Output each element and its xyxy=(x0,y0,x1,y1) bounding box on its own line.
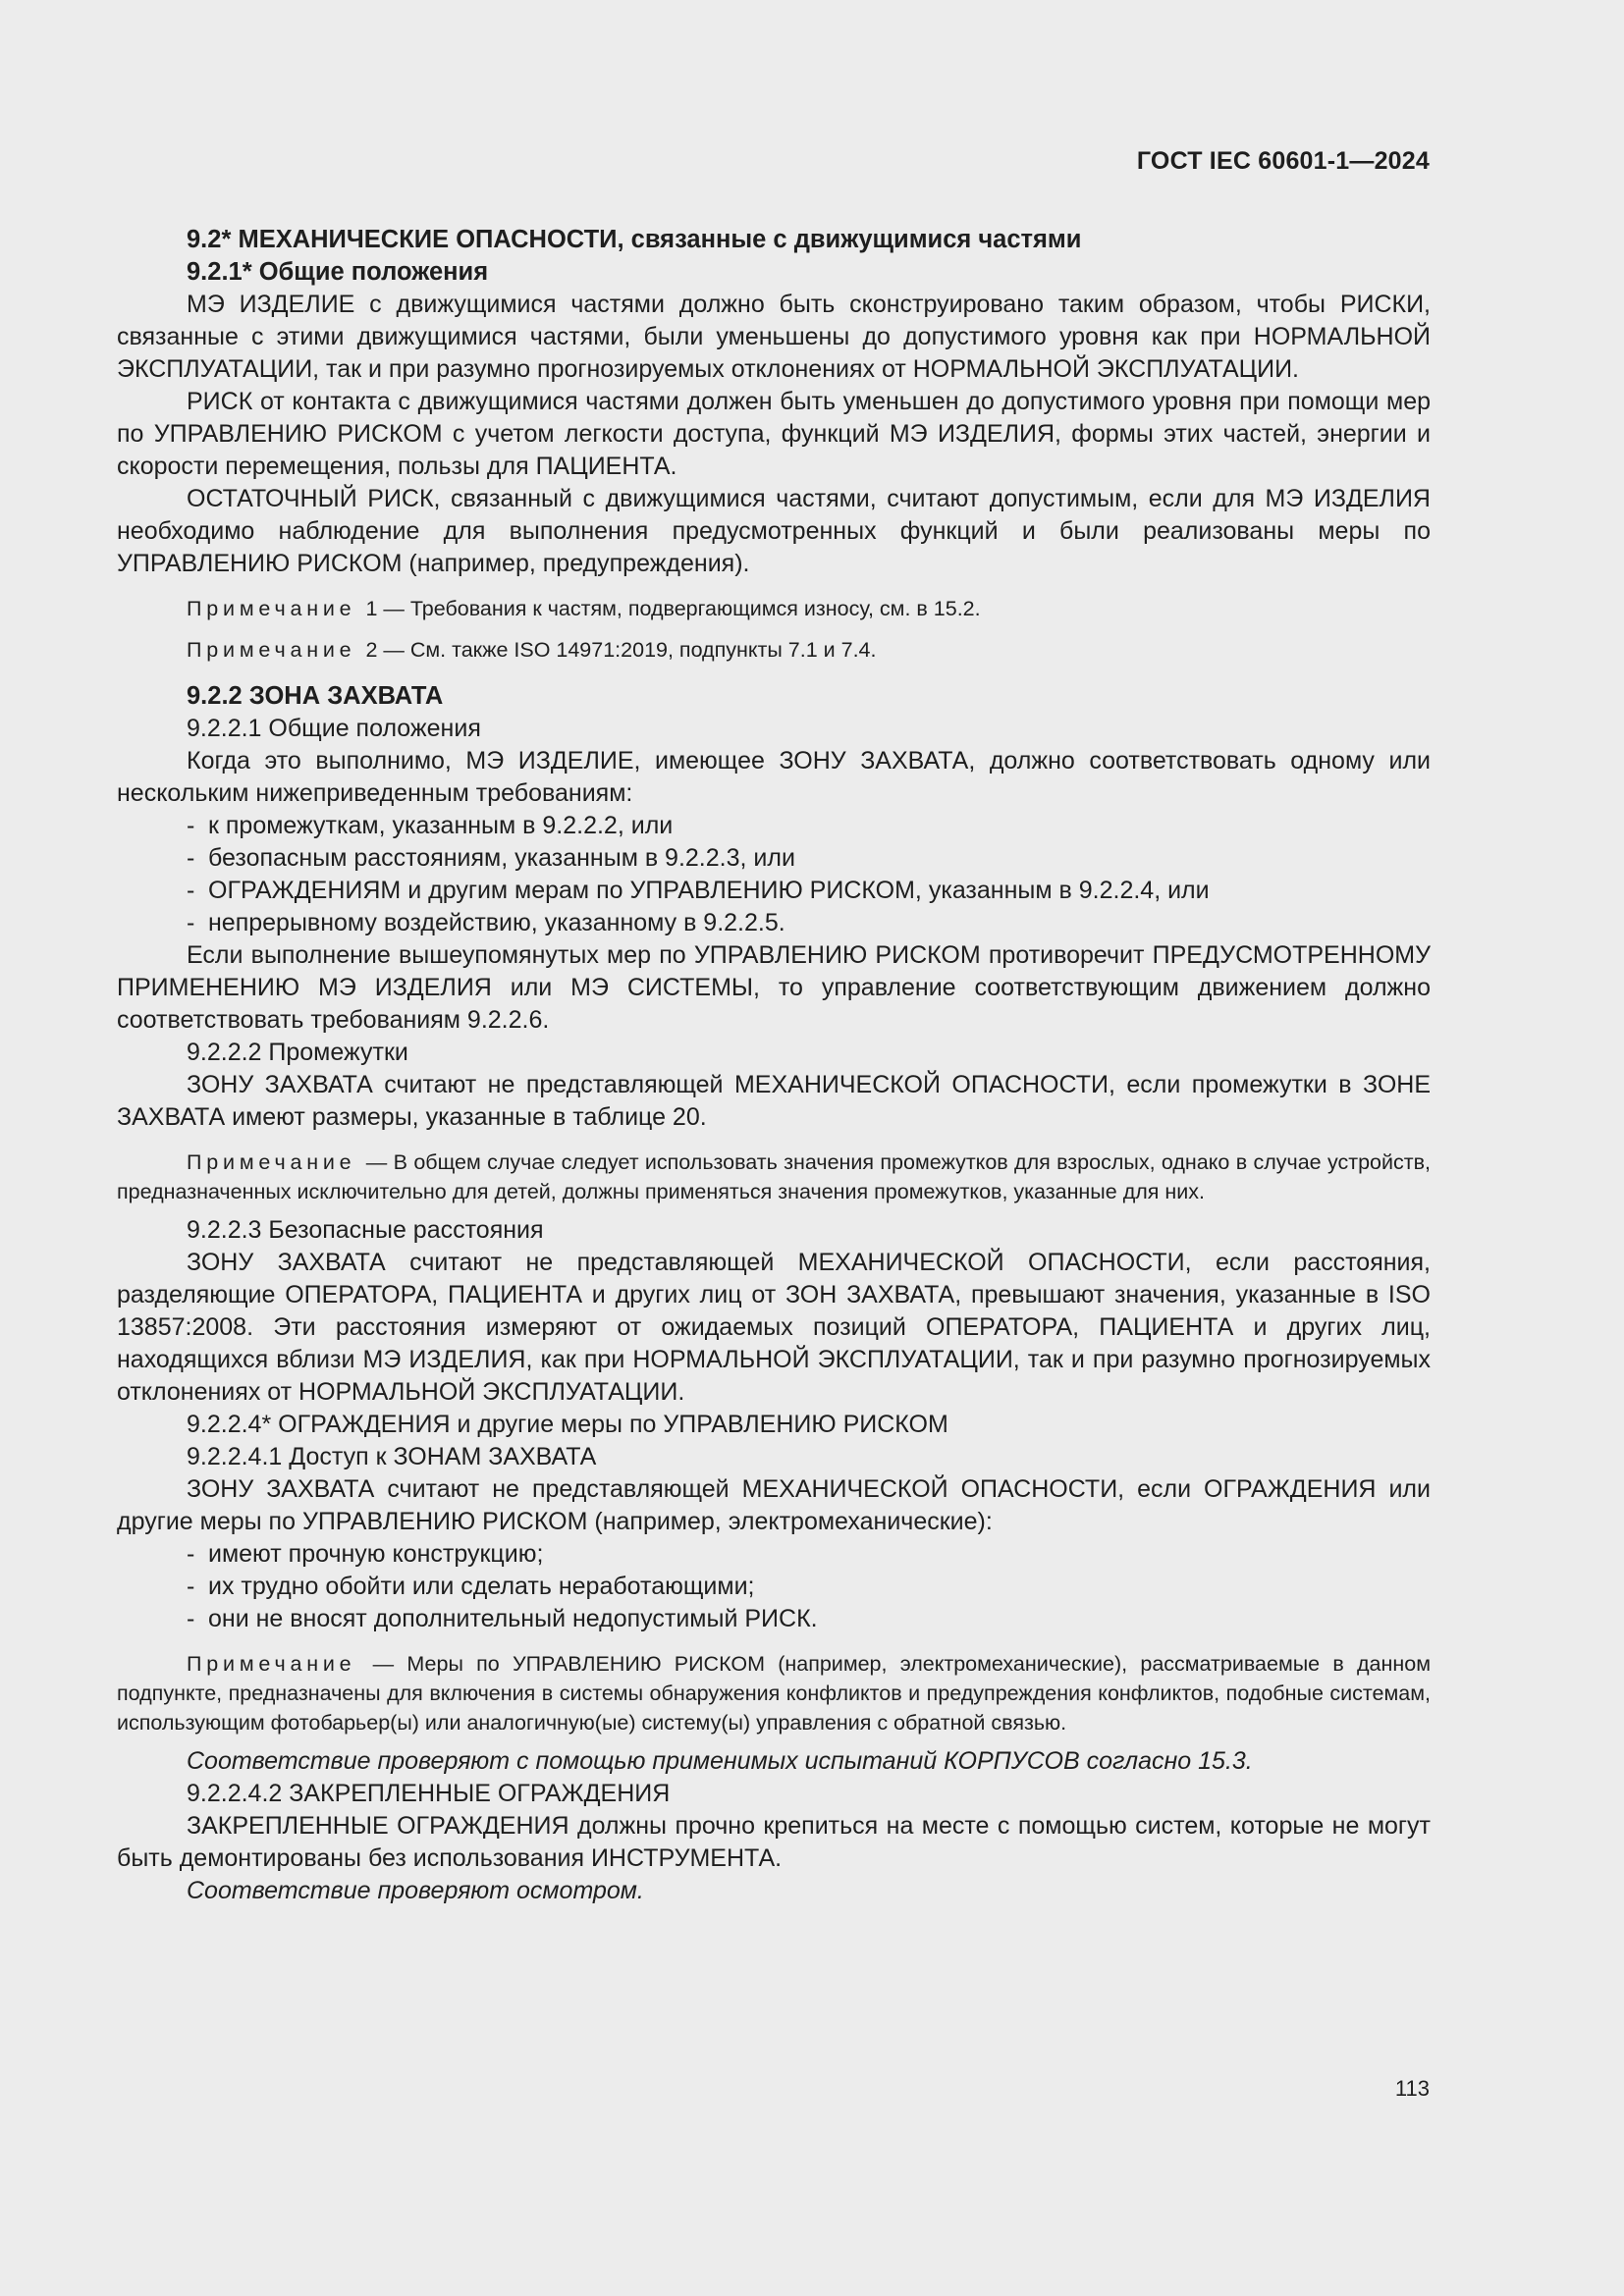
note-text: — В общем случае следует использовать значения промежутков для взрослых, однако в случае устройств, предназначенных исключительно для детей, должны применяться значения промежутков, указанные для них. xyxy=(117,1150,1431,1203)
paragraph: Когда это выполнимо, МЭ ИЗДЕЛИЕ, имеющее ЗОНУ ЗАХВАТА, должно соответствовать одному или нескольким нижеприведенным требованиям: xyxy=(117,747,1431,807)
list-item xyxy=(117,907,1431,939)
list-item-text: непрерывному воздействию, указанному в 9.2.2.5. xyxy=(208,909,785,936)
list-item-text: их трудно обойти или сделать неработающими; xyxy=(208,1573,755,1600)
note-label: Примечание xyxy=(187,638,356,662)
paragraph: ЗАКРЕПЛЕННЫЕ ОГРАЖДЕНИЯ должны прочно крепиться на месте с помощью систем, которые не могут быть демонтированы без использования ИНСТРУМЕНТА. xyxy=(117,1812,1431,1872)
note-label: Примечание xyxy=(187,1150,356,1174)
paragraph: МЭ ИЗДЕЛИЕ с движущимися частями должно быть сконструировано таким образом, чтобы РИСКИ, связанные с этими движущимися частями, были уменьшены до допустимого уровня как при НОРМАЛЬНОЙ ЭКСПЛУАТАЦИИ, так и при разумно прогнозируемых отклонениях от НОРМАЛЬНОЙ ЭКСПЛУАТАЦИИ. xyxy=(117,291,1431,383)
list-item-text: к промежуткам, указанным в 9.2.2.2, или xyxy=(208,812,674,839)
list-item xyxy=(117,810,1431,842)
note-text: — Меры по УПРАВЛЕНИЮ РИСКОМ (например, электромеханические), рассматриваемые в данном подпункте, предназначены для включения в системы обнаружения конфликтов и предупреждения конфликтов, подобные системам, использующим фотобарьер(ы) или аналогичную(ые) систему(ы) управления с обратной связью. xyxy=(117,1652,1431,1735)
subsection-title-9-2-2-2: 9.2.2.2 Промежутки xyxy=(187,1039,408,1066)
page-body xyxy=(117,224,1431,1907)
paragraph: ОСТАТОЧНЫЙ РИСК, связанный с движущимися частями, считают допустимым, если для МЭ ИЗДЕЛИЯ необходимо наблюдение для выполнения предусмотренных функций и были реализованы меры по УПРАВЛЕНИЮ РИСКОМ (например, предупреждения). xyxy=(117,485,1431,577)
note-label: Примечание xyxy=(187,597,356,620)
note-text: 1 — Требования к частям, подвергающимся износу, см. в 15.2. xyxy=(365,597,981,620)
list-dash: - xyxy=(187,1573,195,1600)
list-dash: - xyxy=(187,844,195,872)
note-1 xyxy=(117,594,1431,623)
list-item-text: имеют прочную конструкцию; xyxy=(208,1540,544,1568)
paragraph: ЗОНУ ЗАХВАТА считают не представляющей МЕХАНИЧЕСКОЙ ОПАСНОСТИ, если ОГРАЖДЕНИЯ или другие меры по УПРАВЛЕНИЮ РИСКОМ (например, электромеханические): xyxy=(117,1475,1431,1535)
note-3 xyxy=(117,1148,1431,1206)
paragraph: РИСК от контакта с движущимися частями должен быть уменьшен до допустимого уровня при помощи мер по УПРАВЛЕНИЮ РИСКОМ с учетом легкости доступа, функций МЭ ИЗДЕЛИЯ, формы этих частей, энергии и скорости перемещения, пользы для ПАЦИЕНТА. xyxy=(117,388,1431,480)
subsection-title-9-2-2-4-2: 9.2.2.4.2 ЗАКРЕПЛЕННЫЕ ОГРАЖДЕНИЯ xyxy=(187,1780,671,1807)
list-dash: - xyxy=(187,1605,195,1632)
subsection-title-9-2-2-4: 9.2.2.4* ОГРАЖДЕНИЯ и другие меры по УПРАВЛЕНИЮ РИСКОМ xyxy=(187,1411,948,1438)
page-number: 113 xyxy=(1394,2076,1430,2101)
section-title-9-2-1: 9.2.1* Общие положения xyxy=(187,258,489,286)
note-label: Примечание xyxy=(187,1652,356,1676)
paragraph: ЗОНУ ЗАХВАТА считают не представляющей МЕХАНИЧЕСКОЙ ОПАСНОСТИ, если промежутки в ЗОНЕ ЗАХВАТА имеют размеры, указанные в таблице 20. xyxy=(117,1071,1431,1131)
list-item xyxy=(117,1538,1431,1571)
compliance-statement: Соответствие проверяют с помощью применимых испытаний КОРПУСОВ согласно 15.3. xyxy=(187,1747,1253,1775)
note-2 xyxy=(117,635,1431,665)
paragraph: ЗОНУ ЗАХВАТА считают не представляющей МЕХАНИЧЕСКОЙ ОПАСНОСТИ, если расстояния, разделяющие ОПЕРАТОРА, ПАЦИЕНТА и других лиц от ЗОН ЗАХВАТА, превышают значения, указанные в ISO 13857:2008. Эти расстояния измеряют от ожидаемых позиций ОПЕРАТОРА, ПАЦИЕНТА и других лиц, находящихся вблизи МЭ ИЗДЕЛИЯ, как при НОРМАЛЬНОЙ ЭКСПЛУАТАЦИИ, так и при разумно прогнозируемых отклонениях от НОРМАЛЬНОЙ ЭКСПЛУАТАЦИИ. xyxy=(117,1249,1431,1406)
section-title-9-2: 9.2* МЕХАНИЧЕСКИЕ ОПАСНОСТИ, связанные с движущимися частями xyxy=(187,226,1082,253)
paragraph: Если выполнение вышеупомянутых мер по УПРАВЛЕНИЮ РИСКОМ противоречит ПРЕДУСМОТРЕННОМУ ПРИМЕНЕНИЮ МЭ ИЗДЕЛИЯ или МЭ СИСТЕМЫ, то управление соответствующим движением должно соответствовать требованиям 9.2.2.6. xyxy=(117,941,1431,1034)
list-item xyxy=(117,1603,1431,1635)
list-item xyxy=(117,1571,1431,1603)
subsection-title-9-2-2-1: 9.2.2.1 Общие положения xyxy=(187,715,481,742)
list-item xyxy=(117,875,1431,907)
list-item-text: безопасным расстояниям, указанным в 9.2.2.3, или xyxy=(208,844,795,872)
compliance-statement: Соответствие проверяют осмотром. xyxy=(187,1877,644,1904)
list-item-text: они не вносят дополнительный недопустимый РИСК. xyxy=(208,1605,818,1632)
list-dash: - xyxy=(187,877,195,904)
section-title-9-2-2: 9.2.2 ЗОНА ЗАХВАТА xyxy=(187,682,444,710)
list-dash: - xyxy=(187,1540,195,1568)
list-item xyxy=(117,842,1431,875)
note-text: 2 — См. также ISO 14971:2019, подпункты 7.1 и 7.4. xyxy=(365,638,877,662)
list-item-text: ОГРАЖДЕНИЯМ и другим мерам по УПРАВЛЕНИЮ РИСКОМ, указанным в 9.2.2.4, или xyxy=(208,877,1210,904)
document-header: ГОСТ IEC 60601-1—2024 xyxy=(1136,147,1430,175)
subsection-title-9-2-2-4-1: 9.2.2.4.1 Доступ к ЗОНАМ ЗАХВАТА xyxy=(187,1443,597,1470)
list-dash: - xyxy=(187,909,195,936)
list-dash: - xyxy=(187,812,195,839)
note-4 xyxy=(117,1649,1431,1737)
subsection-title-9-2-2-3: 9.2.2.3 Безопасные расстояния xyxy=(187,1216,544,1244)
